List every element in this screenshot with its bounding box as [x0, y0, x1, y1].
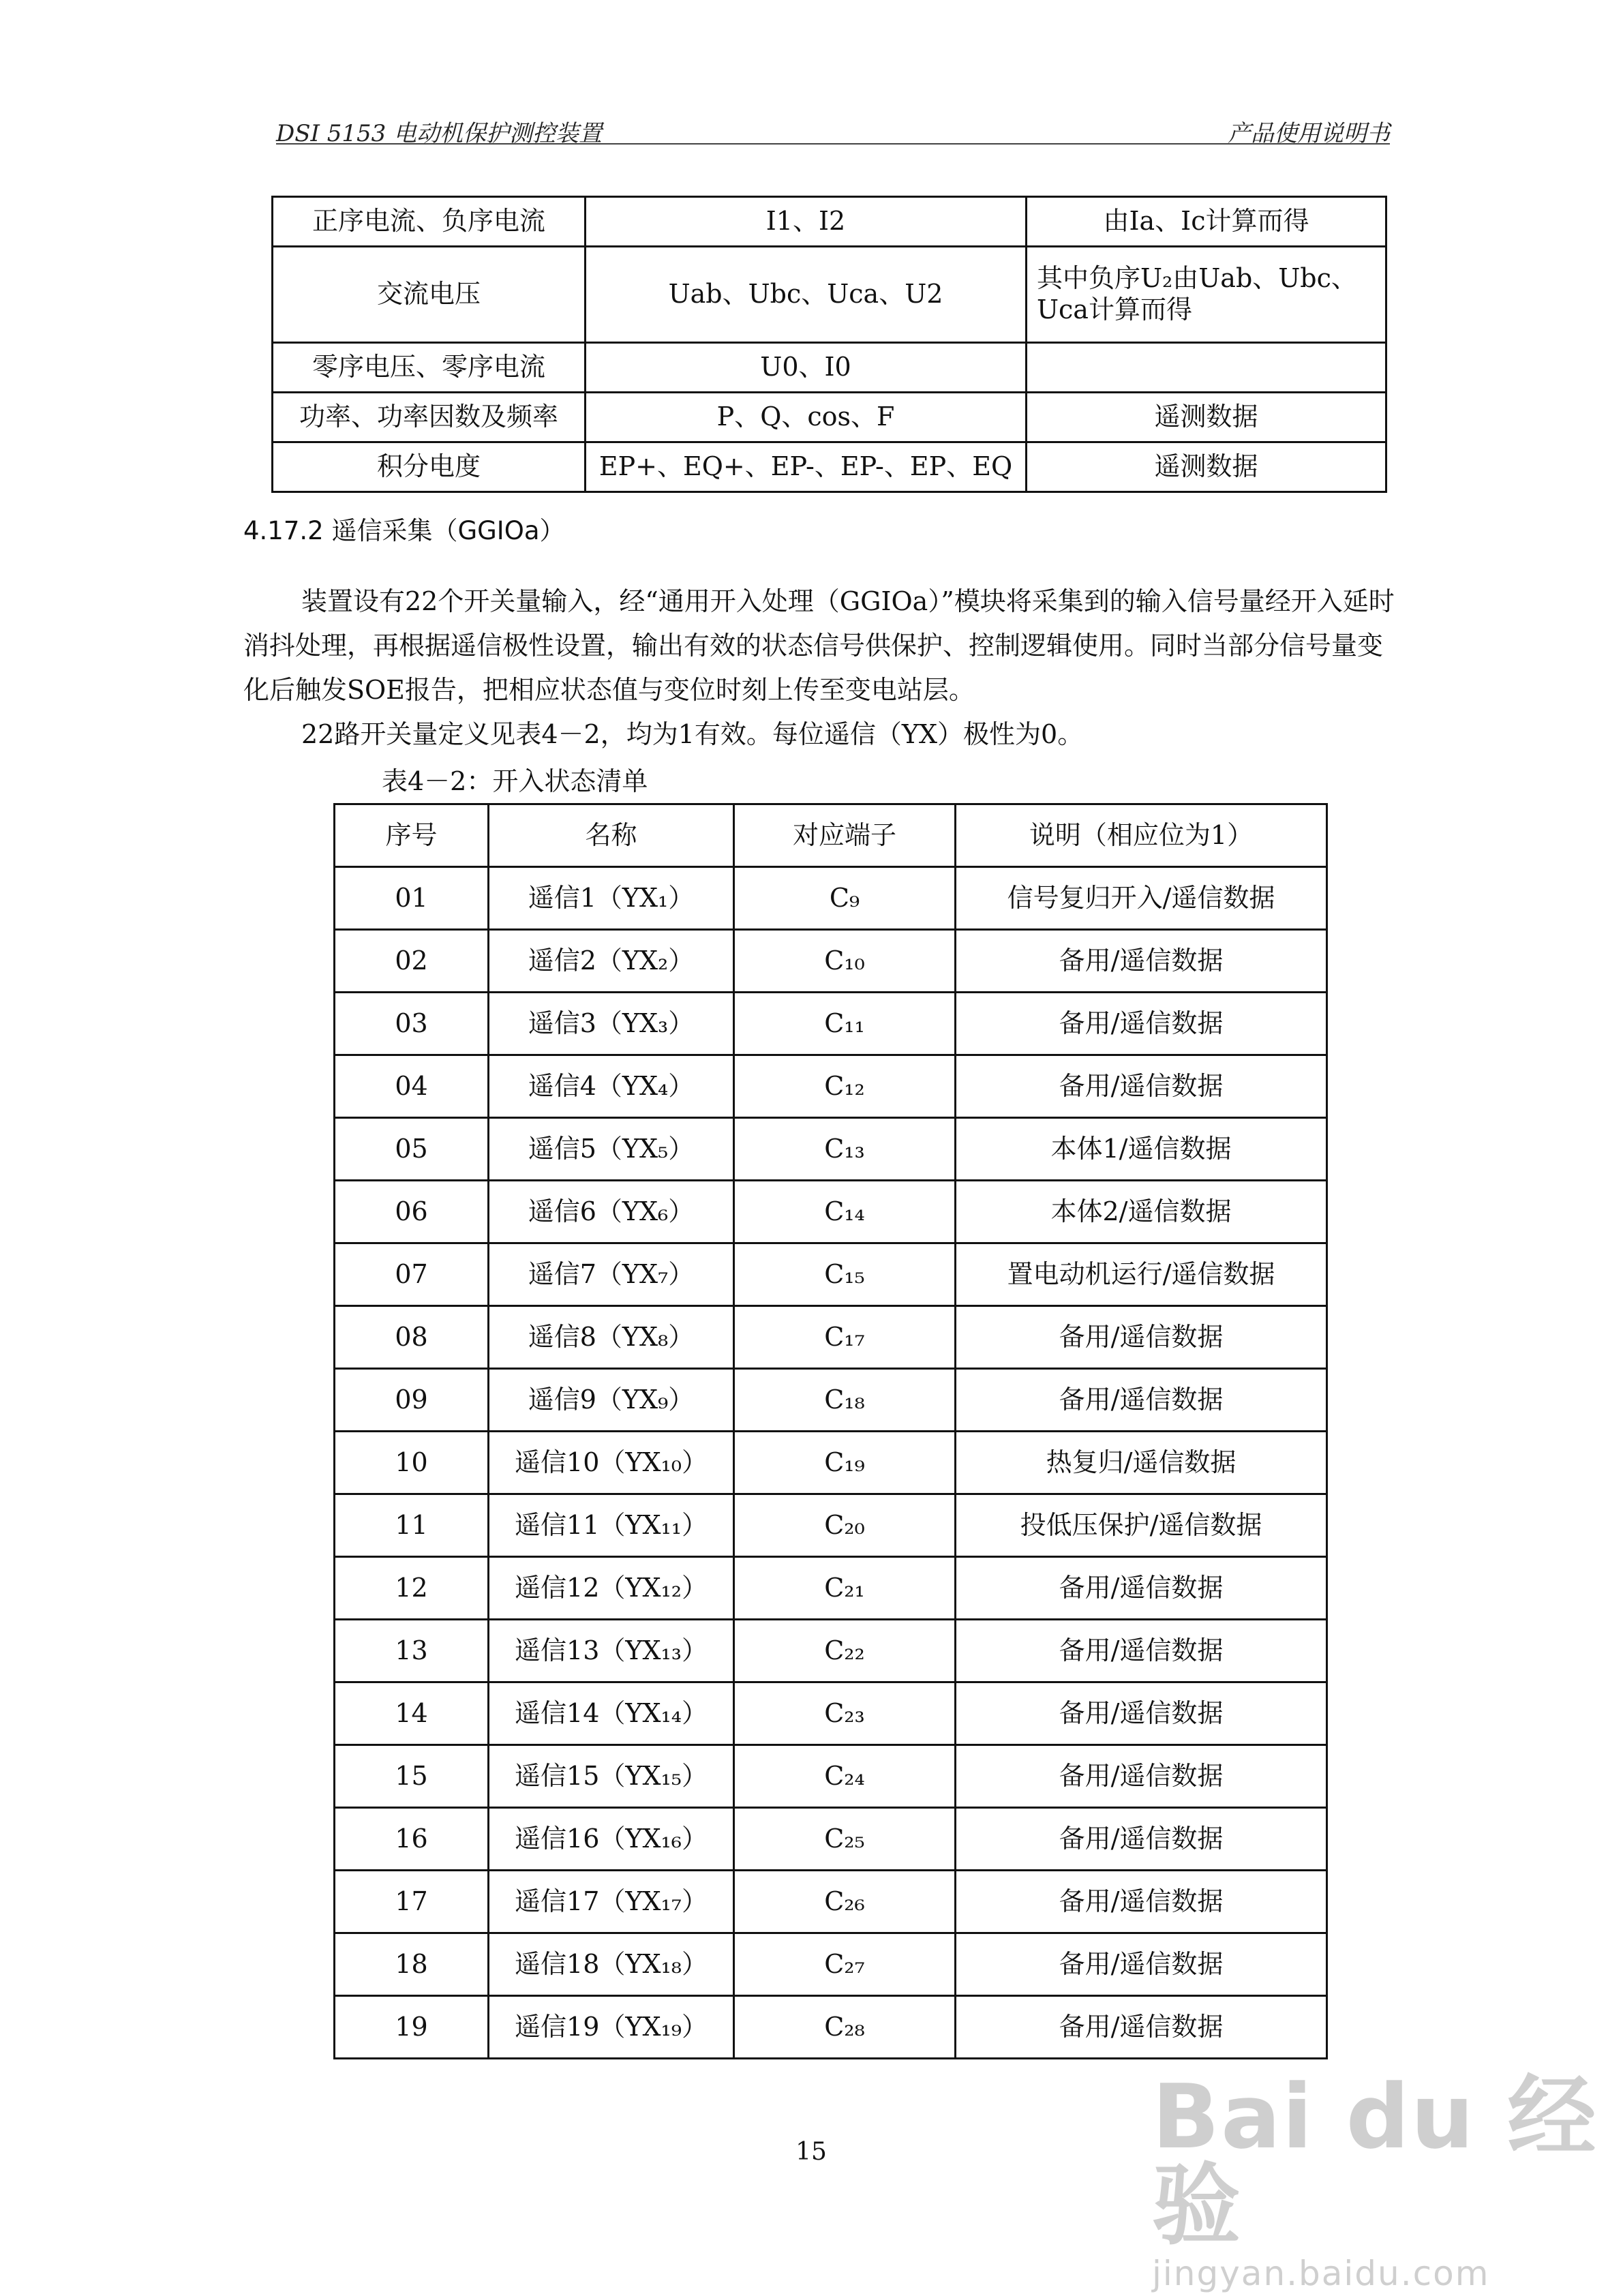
table-row	[335, 1369, 1327, 1432]
description-cell: 备用/遥信数据	[956, 1055, 1327, 1118]
table-row	[335, 1808, 1327, 1871]
header-doc-type: 产品使用说明书	[1228, 120, 1390, 147]
column-header: 说明（相应位为1）	[956, 804, 1327, 867]
table-row	[335, 1620, 1327, 1682]
name-cell: 遥信14（YX₁₄）	[489, 1682, 734, 1745]
section-heading: 4.17.2 遥信采集（GGIOa）	[243, 516, 565, 545]
watermark	[1152, 2065, 1623, 2293]
index-cell: 17	[335, 1871, 489, 1933]
name-cell: 遥信13（YX₁₃）	[489, 1620, 734, 1682]
terminal-cell: C₂₆	[734, 1871, 956, 1933]
column-header: 对应端子	[734, 804, 956, 867]
description-cell: 备用/遥信数据	[956, 993, 1327, 1055]
description-cell: 备用/遥信数据	[956, 1306, 1327, 1369]
index-cell: 18	[335, 1933, 489, 1996]
watermark-url: jingyan.baidu.com	[1152, 2254, 1490, 2293]
header-title: DSI 5153 电动机保护测控装置	[276, 120, 603, 147]
table-row	[273, 343, 1386, 393]
description-cell: 本体1/遥信数据	[956, 1118, 1327, 1181]
name-cell: 遥信7（YX₇）	[489, 1243, 734, 1306]
description-cell: 备用/遥信数据	[956, 1745, 1327, 1808]
column-header: 序号	[335, 804, 489, 867]
remark-cell	[1027, 343, 1386, 393]
index-cell: 05	[335, 1118, 489, 1181]
index-cell: 11	[335, 1494, 489, 1557]
quantity-cell: 积分电度	[273, 442, 586, 492]
table-row	[273, 442, 1386, 492]
section-paragraph-1: 装置设有22个开关量输入，经“通用开入处理（GGIOa）”模块将采集到的输入信号量经开入延时消抖处理，再根据遥信极性设置，输出有效的状态信号供保护、控制逻辑使用。同时当部分信号量变化后触发SOE报告，把相应状态值与变位时刻上传至变电站层。	[243, 586, 1395, 705]
terminal-cell: C₉	[734, 867, 956, 930]
terminal-cell: C₁₇	[734, 1306, 956, 1369]
index-cell: 13	[335, 1620, 489, 1682]
description-cell: 备用/遥信数据	[956, 1933, 1327, 1996]
input-status-table	[333, 803, 1328, 2059]
terminal-cell: C₁₉	[734, 1432, 956, 1494]
description-cell: 备用/遥信数据	[956, 1682, 1327, 1745]
terminal-cell: C₂₃	[734, 1682, 956, 1745]
name-cell: 遥信10（YX₁₀）	[489, 1432, 734, 1494]
name-cell: 遥信17（YX₁₇）	[489, 1871, 734, 1933]
quantity-cell: 功率、功率因数及频率	[273, 393, 586, 442]
column-header: 名称	[489, 804, 734, 867]
index-cell: 14	[335, 1682, 489, 1745]
terminal-cell: C₂₂	[734, 1620, 956, 1682]
terminal-cell: C₁₀	[734, 930, 956, 993]
name-cell: 遥信18（YX₁₈）	[489, 1933, 734, 1996]
symbol-cell: U0、I0	[586, 343, 1027, 393]
name-cell: 遥信1（YX₁）	[489, 867, 734, 930]
table-row	[335, 1432, 1327, 1494]
terminal-cell: C₁₃	[734, 1118, 956, 1181]
description-cell: 备用/遥信数据	[956, 1808, 1327, 1871]
description-cell: 备用/遥信数据	[956, 1369, 1327, 1432]
page-number: 15	[795, 2138, 827, 2166]
terminal-cell: C₁₈	[734, 1369, 956, 1432]
index-cell: 12	[335, 1557, 489, 1620]
table-row	[273, 197, 1386, 247]
section-paragraph-2: 22路开关量定义见表4－2，均为1有效。每位遥信（YX）极性为0。	[301, 719, 1084, 749]
symbol-cell: P、Q、cos、F	[586, 393, 1027, 442]
table-caption: 表4－2：开入状态清单	[382, 766, 648, 796]
name-cell: 遥信16（YX₁₆）	[489, 1808, 734, 1871]
table-row	[273, 393, 1386, 442]
terminal-cell: C₂₀	[734, 1494, 956, 1557]
name-cell: 遥信15（YX₁₅）	[489, 1745, 734, 1808]
index-cell: 04	[335, 1055, 489, 1118]
index-cell: 15	[335, 1745, 489, 1808]
index-cell: 01	[335, 867, 489, 930]
description-cell: 备用/遥信数据	[956, 1620, 1327, 1682]
table-row	[335, 993, 1327, 1055]
name-cell: 遥信12（YX₁₂）	[489, 1557, 734, 1620]
name-cell: 遥信3（YX₃）	[489, 993, 734, 1055]
description-cell: 信号复归开入/遥信数据	[956, 867, 1327, 930]
symbol-cell: EP+、EQ+、EP-、EP-、EP、EQ	[586, 442, 1027, 492]
description-cell: 置电动机运行/遥信数据	[956, 1243, 1327, 1306]
index-cell: 16	[335, 1808, 489, 1871]
remark-cell: 遥测数据	[1027, 393, 1386, 442]
index-cell: 10	[335, 1432, 489, 1494]
name-cell: 遥信4（YX₄）	[489, 1055, 734, 1118]
name-cell: 遥信2（YX₂）	[489, 930, 734, 993]
table-row	[335, 867, 1327, 930]
table-row	[335, 930, 1327, 993]
table-row	[335, 1996, 1327, 2059]
terminal-cell: C₂₄	[734, 1745, 956, 1808]
table-header-row	[335, 804, 1327, 867]
remark-cell: 其中负序U₂由Uab、Ubc、Uca计算而得	[1027, 247, 1386, 343]
name-cell: 遥信9（YX₉）	[489, 1369, 734, 1432]
index-cell: 06	[335, 1181, 489, 1243]
quantity-cell: 零序电压、零序电流	[273, 343, 586, 393]
table-row	[335, 1118, 1327, 1181]
description-cell: 备用/遥信数据	[956, 1557, 1327, 1620]
table-row	[335, 1871, 1327, 1933]
table-row	[335, 1557, 1327, 1620]
terminal-cell: C₁₅	[734, 1243, 956, 1306]
table-row	[335, 1243, 1327, 1306]
quantity-cell: 交流电压	[273, 247, 586, 343]
terminal-cell: C₁₁	[734, 993, 956, 1055]
description-cell: 本体2/遥信数据	[956, 1181, 1327, 1243]
terminal-cell: C₂₁	[734, 1557, 956, 1620]
remark-cell: 遥测数据	[1027, 442, 1386, 492]
index-cell: 19	[335, 1996, 489, 2059]
index-cell: 07	[335, 1243, 489, 1306]
table-row	[335, 1181, 1327, 1243]
quantity-cell: 正序电流、负序电流	[273, 197, 586, 247]
terminal-cell: C₂₇	[734, 1933, 956, 1996]
index-cell: 03	[335, 993, 489, 1055]
name-cell: 遥信19（YX₁₉）	[489, 1996, 734, 2059]
terminal-cell: C₂₈	[734, 1996, 956, 2059]
remark-cell: 由Ia、Ic计算而得	[1027, 197, 1386, 247]
description-cell: 备用/遥信数据	[956, 930, 1327, 993]
watermark-logo: Bai du 经验	[1152, 2065, 1598, 2257]
name-cell: 遥信6（YX₆）	[489, 1181, 734, 1243]
description-cell: 备用/遥信数据	[956, 1996, 1327, 2059]
index-cell: 09	[335, 1369, 489, 1432]
index-cell: 02	[335, 930, 489, 993]
table-row	[335, 1933, 1327, 1996]
terminal-cell: C₂₅	[734, 1808, 956, 1871]
measurement-table	[271, 196, 1387, 493]
table-row	[335, 1745, 1327, 1808]
description-cell: 投低压保护/遥信数据	[956, 1494, 1327, 1557]
terminal-cell: C₁₄	[734, 1181, 956, 1243]
header-rule	[276, 143, 1390, 145]
terminal-cell: C₁₂	[734, 1055, 956, 1118]
table-row	[335, 1494, 1327, 1557]
name-cell: 遥信8（YX₈）	[489, 1306, 734, 1369]
table-row	[335, 1682, 1327, 1745]
description-cell: 备用/遥信数据	[956, 1871, 1327, 1933]
table-row	[335, 1306, 1327, 1369]
table-row	[335, 1055, 1327, 1118]
description-cell: 热复归/遥信数据	[956, 1432, 1327, 1494]
index-cell: 08	[335, 1306, 489, 1369]
symbol-cell: Uab、Ubc、Uca、U2	[586, 247, 1027, 343]
name-cell: 遥信11（YX₁₁）	[489, 1494, 734, 1557]
table-row	[273, 247, 1386, 343]
name-cell: 遥信5（YX₅）	[489, 1118, 734, 1181]
symbol-cell: I1、I2	[586, 197, 1027, 247]
